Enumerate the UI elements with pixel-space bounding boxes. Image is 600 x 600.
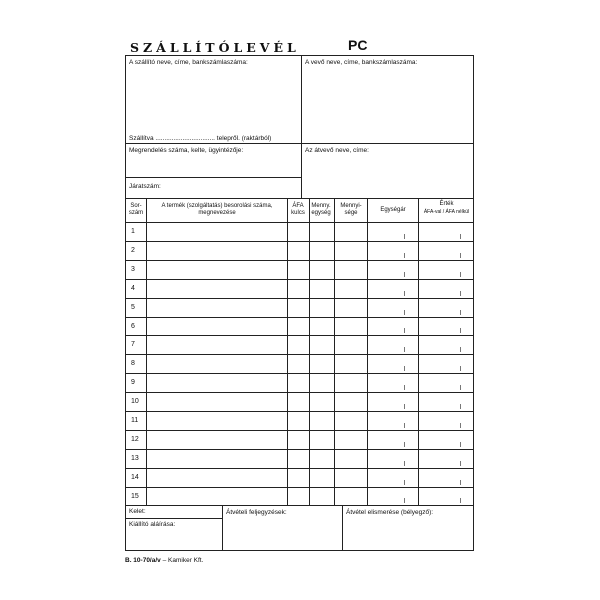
table-column-divider <box>146 198 147 506</box>
row-number: 13 <box>131 455 139 462</box>
amount-tick <box>460 328 461 333</box>
amount-tick <box>404 366 405 371</box>
table-row-divider <box>125 411 474 412</box>
table-header-divider <box>125 222 474 223</box>
table-row-divider <box>125 373 474 374</box>
table-column-divider <box>287 198 288 506</box>
amount-tick <box>404 423 405 428</box>
amount-tick <box>460 310 461 315</box>
amount-tick <box>404 498 405 503</box>
divider-bottom-v2 <box>342 505 343 551</box>
row-number: 12 <box>131 436 139 443</box>
order-label: Megrendelés száma, kelte, ügyintézője: <box>129 147 244 154</box>
amount-tick <box>460 385 461 390</box>
amount-tick <box>460 253 461 258</box>
table-row-divider <box>125 335 474 336</box>
amount-tick <box>404 347 405 352</box>
transfer-notes-label: Átvételi feljegyzések: <box>226 509 287 516</box>
amount-tick <box>404 461 405 466</box>
table-row-divider <box>125 298 474 299</box>
receiver-label: Az átvevő neve, címe: <box>305 147 369 154</box>
amount-tick <box>460 442 461 447</box>
table-row-divider <box>125 241 474 242</box>
col-header-seq: Sor-szám <box>128 203 144 216</box>
amount-tick <box>460 498 461 503</box>
table-column-divider <box>334 198 335 506</box>
date-label: Kelet: <box>129 508 146 515</box>
supplier-label: A szállító neve, címe, bankszámlaszáma: <box>129 59 248 66</box>
table-column-divider <box>367 198 368 506</box>
col-header-vat: ÁFA kulcs <box>291 203 305 216</box>
row-number: 1 <box>131 228 135 235</box>
amount-tick <box>460 366 461 371</box>
table-row-divider <box>125 354 474 355</box>
row-number: 10 <box>131 398 139 405</box>
amount-tick <box>404 310 405 315</box>
row-number: 4 <box>131 285 135 292</box>
col-header-qty: Mennyi-sége <box>340 203 362 216</box>
shipped-from-label: Szállítva ................................. telepről. (raktárból) <box>129 135 272 142</box>
divider-bottom-mid <box>125 518 222 519</box>
divider-table-top <box>125 198 474 199</box>
amount-tick <box>460 291 461 296</box>
row-number: 11 <box>131 417 139 424</box>
amount-tick <box>404 234 405 239</box>
amount-tick <box>460 347 461 352</box>
col-header-product: A termék (szolgáltatás) besorolási száma, megnevezése <box>161 203 273 216</box>
document-title: SZÁLLÍTÓLEVÉL <box>130 40 300 55</box>
table-column-divider <box>418 198 419 506</box>
col-header-value: Érték <box>439 201 454 207</box>
publisher: – Kamiker Kft. <box>162 557 204 564</box>
amount-tick <box>460 404 461 409</box>
col-header-unit: Menny. egység <box>311 203 331 216</box>
table-row-divider <box>125 317 474 318</box>
amount-tick <box>404 480 405 485</box>
row-number: 14 <box>131 474 139 481</box>
amount-tick <box>460 423 461 428</box>
divider-order <box>125 177 302 178</box>
amount-tick <box>404 291 405 296</box>
amount-tick <box>460 480 461 485</box>
table-row-divider <box>125 487 474 488</box>
divider-bottom-top <box>125 505 474 506</box>
amount-tick <box>404 385 405 390</box>
amount-tick <box>460 272 461 277</box>
amount-tick <box>404 253 405 258</box>
row-number: 2 <box>131 247 135 254</box>
divider-bottom-v1 <box>222 505 223 551</box>
row-number: 15 <box>131 493 139 500</box>
amount-tick <box>404 404 405 409</box>
form-code: B. 10-70/a/v <box>125 557 161 564</box>
amount-tick <box>404 328 405 333</box>
row-number: 6 <box>131 323 135 330</box>
row-number: 8 <box>131 360 135 367</box>
table-row-divider <box>125 468 474 469</box>
col-header-unitprice: Egységár <box>380 207 406 213</box>
table-row-divider <box>125 260 474 261</box>
amount-tick <box>460 461 461 466</box>
issuer-signature-label: Kiállító aláírása: <box>129 521 176 528</box>
row-number: 5 <box>131 304 135 311</box>
amount-tick <box>460 234 461 239</box>
amount-tick <box>404 442 405 447</box>
document-code: PC <box>348 37 368 53</box>
vehicle-label: Járatszám: <box>129 183 161 190</box>
row-number: 9 <box>131 379 135 386</box>
footer <box>125 557 203 564</box>
receipt-ack-label: Átvétel elismerése (bélyegző): <box>346 509 434 516</box>
table-row-divider <box>125 392 474 393</box>
amount-tick <box>404 272 405 277</box>
col-header-value-sub: ÁFA-val / ÁFA nélkül <box>423 209 470 215</box>
table-row-divider <box>125 430 474 431</box>
table-row-divider <box>125 279 474 280</box>
row-number: 7 <box>131 341 135 348</box>
row-number: 3 <box>131 266 135 273</box>
divider-parties-horizontal <box>125 143 474 144</box>
delivery-note-form <box>125 55 474 551</box>
buyer-label: A vevő neve, címe, bankszámlaszáma: <box>305 59 418 66</box>
table-row-divider <box>125 449 474 450</box>
table-column-divider <box>309 198 310 506</box>
